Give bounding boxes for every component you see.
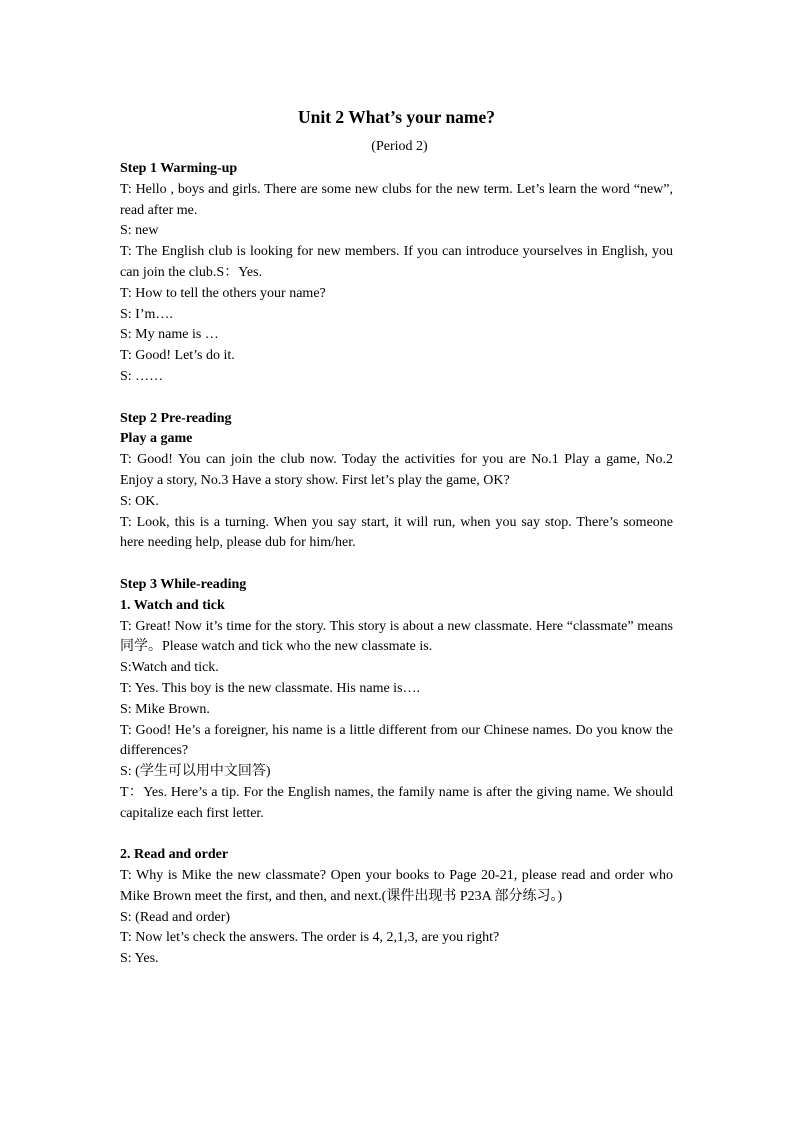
- dialogue-line: S: OK.: [120, 493, 159, 509]
- step3-part1-heading: 1. Watch and tick: [120, 597, 225, 613]
- dialogue-line: S: new: [120, 223, 159, 239]
- step3-part2-heading: 2. Read and order: [120, 847, 229, 863]
- dialogue-line: T: The English club is looking for new members. If you can introduce yourselves in English, you can join the club.S：Yes.: [120, 244, 673, 280]
- document-title: Unit 2 What’s your name?: [297, 107, 496, 127]
- dialogue-line: T: Yes. This boy is the new classmate. His name is….: [120, 680, 421, 696]
- step1-heading: Step 1 Warming-up: [120, 161, 238, 176]
- dialogue-line: T: Hello , boys and girls. There are some new clubs for the new term. Let’s learn the word “new”, read after me.: [120, 181, 673, 218]
- dialogue-line: T: Good! You can join the club now. Today the activities for you are No.1 Play a game, No.2 Enjoy a story, No.3 Have a story show. First let’s play the game, OK?: [120, 452, 673, 488]
- dialogue-line: T: Look, this is a turning. When you say start, it will run, when you say stop. There’s someone here needing help, please dub for him/her.: [120, 514, 673, 551]
- dialogue-line: S: ……: [120, 368, 164, 384]
- document-subtitle: (Period 2): [371, 139, 428, 154]
- step3-heading: Step 3 While-reading: [120, 576, 247, 592]
- dialogue-line: T: Good! He’s a foreigner, his name is a little different from our Chinese names. Do you know the differences?: [120, 722, 673, 759]
- dialogue-line: S: Yes.: [120, 951, 159, 967]
- dialogue-line: T: How to tell the others your name?: [120, 285, 326, 301]
- dialogue-line: T：Yes. Here’s a tip. For the English names, the family name is after the giving name. We should capitalize each first letter.: [120, 784, 673, 821]
- dialogue-line: S: (Read and order): [120, 909, 231, 925]
- step2-heading: Step 2 Pre-reading: [120, 410, 232, 426]
- section-spacer: [120, 554, 673, 575]
- step2-subheading: Play a game: [120, 431, 193, 447]
- dialogue-line: S: Mike Brown.: [120, 701, 210, 717]
- section-spacer: [120, 388, 673, 409]
- section-spacer: [120, 825, 673, 846]
- dialogue-line: T: Why is Mike the new classmate? Open your books to Page 20-21, please read and order who Mike Brown meet the first, and then, and next.(课件出现书 P23A 部分练习。): [120, 868, 673, 904]
- lesson-plan-document: [120, 106, 673, 970]
- dialogue-line: S: (学生可以用中文回答): [120, 764, 271, 780]
- dialogue-line: S: I’m….: [120, 306, 173, 322]
- dialogue-line: T: Now let’s check the answers. The order is 4, 2,1,3, are you right?: [120, 930, 500, 946]
- dialogue-line: S:Watch and tick.: [120, 660, 219, 676]
- dialogue-line: T: Great! Now it’s time for the story. This story is about a new classmate. Here “classmate” means 同学。Please watch and tick who the new classmate is.: [120, 618, 673, 655]
- dialogue-line: T: Good! Let’s do it.: [120, 348, 235, 364]
- dialogue-line: S: My name is …: [120, 327, 219, 343]
